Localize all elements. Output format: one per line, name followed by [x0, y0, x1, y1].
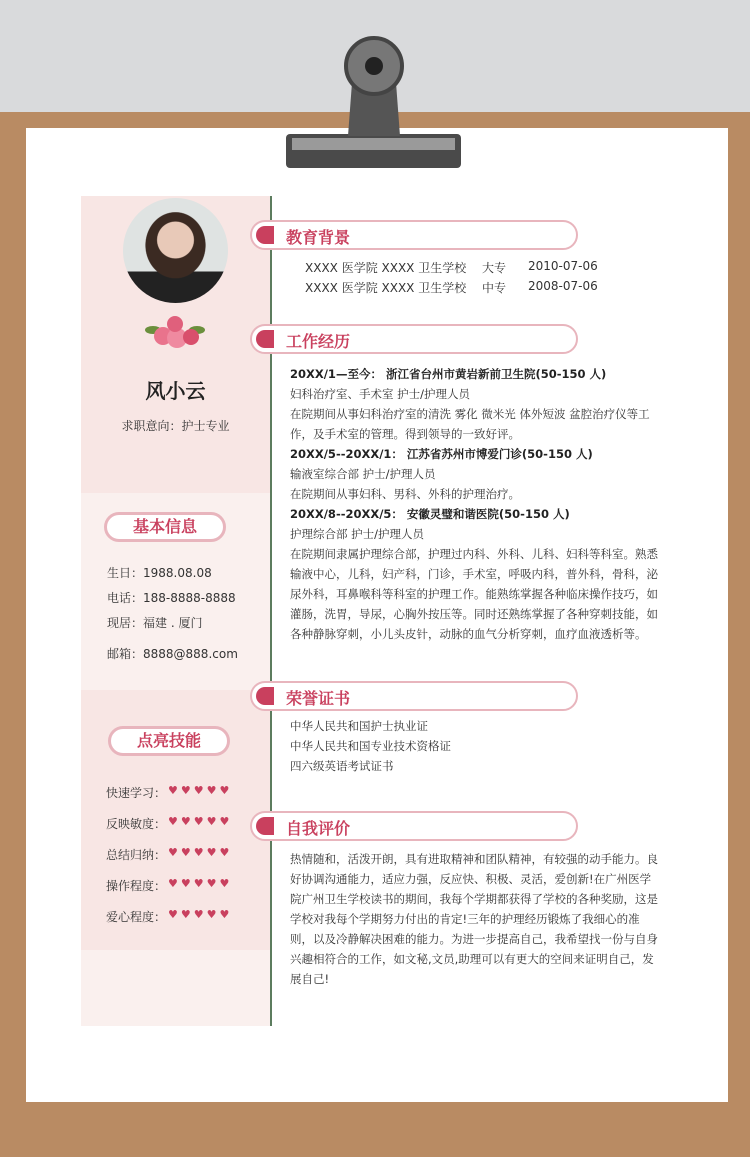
- honors-list: [290, 716, 660, 776]
- half-circle-icon: [256, 226, 274, 244]
- job-role: 护理综合部 护士/护理人员: [290, 527, 425, 541]
- job-intent: 求职意向：护士专业: [121, 419, 230, 433]
- half-circle-icon: [256, 330, 274, 348]
- date: 2010-07-06: [528, 259, 598, 273]
- candidate-name: 风小云: [145, 379, 206, 403]
- skill-label: 操作程度：: [106, 879, 167, 893]
- work-heading: [250, 324, 578, 354]
- degree: 中专: [482, 281, 507, 295]
- self-evaluation-heading: [250, 811, 578, 841]
- job-period: 20XX/5--20XX/1： 江苏省苏州市博爱门诊(50-150 人): [290, 447, 593, 461]
- skill-label: 爱心程度：: [106, 910, 167, 924]
- skill-rating-hearts-icon: ♥♥♥♥♥: [168, 784, 233, 797]
- divider: [270, 196, 272, 1026]
- skills-heading: 点亮技能: [108, 726, 230, 756]
- honor-item: 四六级英语考试证书: [290, 759, 394, 773]
- job-period: 20XX/8--20XX/5： 安徽灵璧和谐医院(50-150 人): [290, 507, 570, 521]
- section-title: 自我评价: [286, 819, 351, 838]
- job-role: 妇科治疗室、手术室 护士/护理人员: [290, 387, 471, 401]
- degree: 大专: [482, 261, 507, 275]
- education-heading: [250, 220, 578, 250]
- school: XXXX 医学院 XXXX 卫生学校: [305, 261, 467, 275]
- binder-clip-icon: [286, 26, 461, 168]
- birthday: 生日：1988.08.08: [107, 566, 212, 580]
- flower-icon: [143, 310, 207, 350]
- honor-item: 中华人民共和国护士执业证: [290, 719, 428, 733]
- work-experience: [290, 364, 660, 644]
- email: 邮箱：8888@888.com: [107, 647, 238, 661]
- school: XXXX 医学院 XXXX 卫生学校: [305, 281, 467, 295]
- basic-info-heading: 基本信息: [104, 512, 226, 542]
- skill-rating-hearts-icon: ♥♥♥♥♥: [168, 908, 233, 921]
- skill-label: 总结归纳：: [106, 848, 167, 862]
- self-evaluation-text: 热情随和，活泼开朗，具有进取精神和团队精神，有较强的动手能力。良好协调沟通能力，适应力强，反应快、积极、灵活，爱创新!在广州医学院广州卫生学校读书的期间，我每个学期都获得了学校的各种奖励，这是学校对我每个学期努力付出的肯定!三年的护理经历锻炼了我细心的准则，以及冷静解决困难的能力。为进一步提高自己，我希望找一份与自身兴趣相符合的工作，如文秘,文员,助理可以有更大的空间来证明自己，发展自己!: [290, 852, 658, 986]
- skill-rating-hearts-icon: ♥♥♥♥♥: [168, 846, 233, 859]
- skill-rating-hearts-icon: ♥♥♥♥♥: [168, 815, 233, 828]
- job-period: 20XX/1—至今： 浙江省台州市黄岩新前卫生院(50-150 人): [290, 367, 607, 381]
- job-role: 输液室综合部 护士/护理人员: [290, 467, 436, 481]
- half-circle-icon: [256, 687, 274, 705]
- date: 2008-07-06: [528, 279, 598, 293]
- section-title: 教育背景: [286, 228, 351, 247]
- section-title: 荣誉证书: [286, 689, 351, 708]
- skill-label: 反映敏度：: [106, 817, 167, 831]
- section-title: 工作经历: [286, 332, 351, 351]
- residence: 现居：福建 . 厦门: [107, 616, 203, 630]
- job-description: 在院期间从事妇科、男科、外科的护理治疗。: [290, 487, 520, 501]
- phone: 电话：188-8888-8888: [107, 591, 236, 605]
- avatar: [123, 198, 228, 303]
- honors-heading: [250, 681, 578, 711]
- half-circle-icon: [256, 817, 274, 835]
- skill-rating-hearts-icon: ♥♥♥♥♥: [168, 877, 233, 890]
- job-description: 在院期间从事妇科治疗室的清洗 雾化 微米光 体外短波 盆腔治疗仪等工作，及手术室的管理。得到领导的一致好评。: [290, 407, 650, 441]
- job-description: 在院期间隶属护理综合部，护理过内科、外科、儿科、妇科等科室。熟悉输液中心，儿科，妇产科，门诊，手术室，呼吸内科，普外科，骨科，泌尿外科，耳鼻喉科等科室的护理工作。能熟练掌握各种临床操作技巧，如灌肠，洗胃，导尿，心胸外按压等。同时还熟练掌握了各种穿刺技能，如各种静脉穿刺，小儿头皮针，动脉的血气分析穿刺，血疗血液透析等。: [290, 547, 658, 641]
- honor-item: 中华人民共和国专业技术资格证: [290, 739, 451, 753]
- skill-label: 快速学习：: [106, 786, 167, 800]
